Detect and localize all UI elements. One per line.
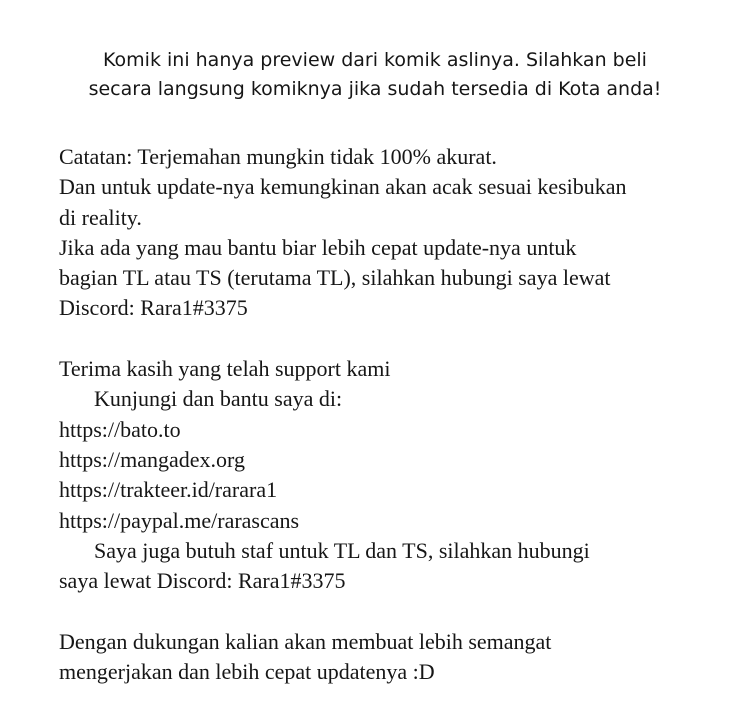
disclaimer-line-1: Komik ini hanya preview dari komik aslinya. Silahkan beli [103, 49, 647, 71]
note-line-5: bagian TL atau TS (terutama TL), silahkan hubungi saya lewat [59, 265, 611, 291]
staff-line-2: saya lewat Discord: Rara1#3375 [59, 568, 346, 594]
visit-line: Kunjungi dan bantu saya di: [94, 386, 343, 412]
disclaimer-line-2: secara langsung komiknya jika sudah tersedia di Kota anda! [88, 78, 662, 100]
staff-line-1: Saya juga butuh staf untuk TL dan TS, silahkan hubungi [94, 537, 590, 563]
note-line-3: di reality. [59, 204, 142, 230]
closing-line-1: Dengan dukungan kalian akan membuat lebih semangat [59, 628, 552, 654]
paragraph-gap [59, 596, 739, 626]
thanks-line: Terima kasih yang telah support kami [59, 356, 391, 382]
note-line-1: Catatan: Terjemahan mungkin tidak 100% akurat. [59, 144, 497, 169]
preview-disclaimer [0, 46, 750, 104]
note-line-6: Discord: Rara1#3375 [59, 295, 248, 321]
link-mangadex[interactable]: https://mangadex.org [59, 446, 245, 472]
closing-line-2: mengerjakan dan lebih cepat updatenya :D [59, 659, 435, 685]
note-line-2: Dan untuk update-nya kemungkinan akan acak sesuai kesibukan [59, 174, 627, 200]
link-paypal[interactable]: https://paypal.me/rarascans [59, 507, 300, 533]
link-bato[interactable]: https://bato.to [59, 416, 181, 442]
note-line-4: Jika ada yang mau bantu biar lebih cepat update-nya untuk [59, 234, 577, 260]
paragraph-gap [59, 324, 739, 354]
translator-notes [59, 142, 739, 687]
link-trakteer[interactable]: https://trakteer.id/rarara1 [59, 477, 278, 503]
